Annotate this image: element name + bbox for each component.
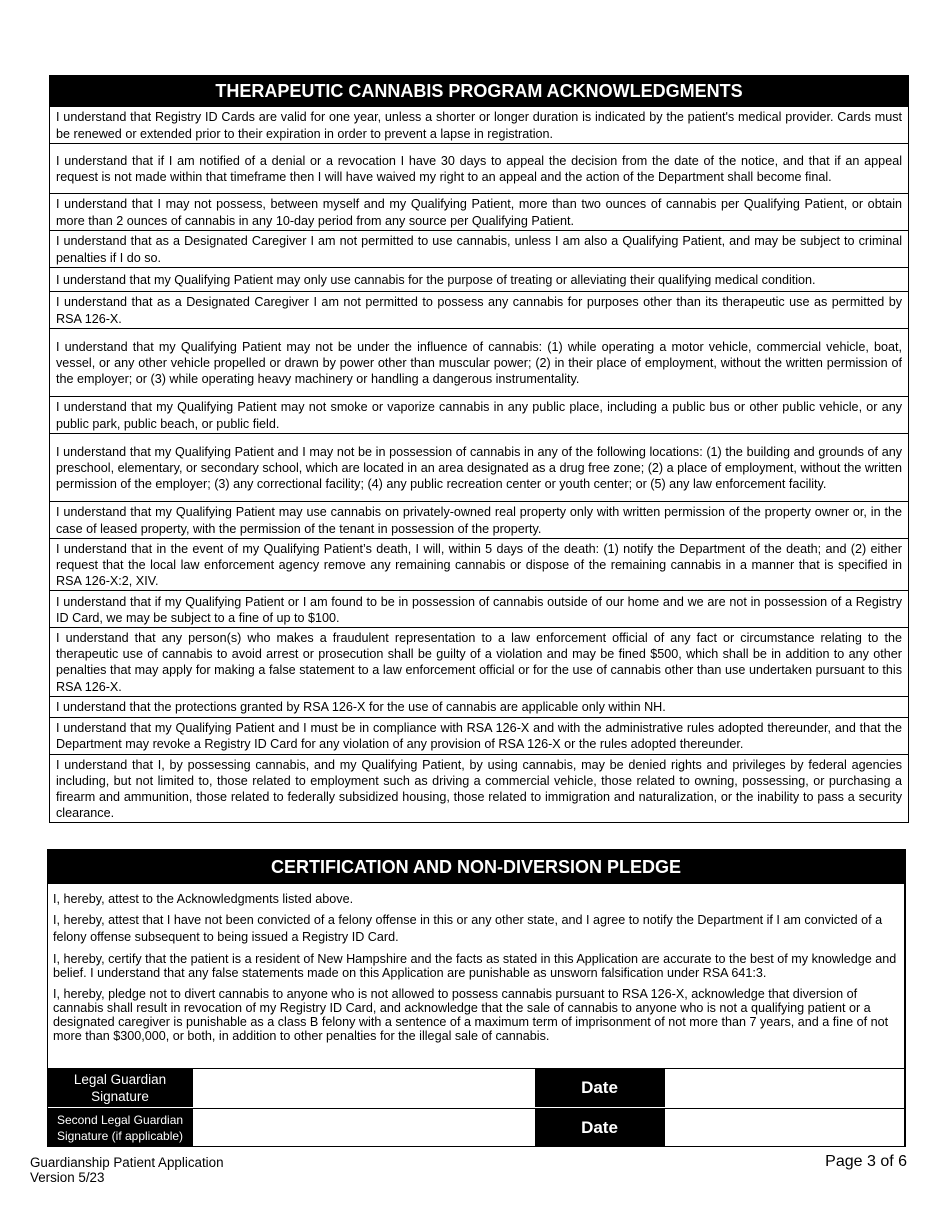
label-line: Signature [91,1089,149,1104]
acknowledgments-title: THERAPEUTIC CANNABIS PROGRAM ACKNOWLEDGMENTS [50,76,909,107]
certification-section [47,849,906,1147]
acknowledgment-item: I understand that Registry ID Cards are valid for one year, unless a shorter or longer duration is indicated by the patient's medical provider. Cards must be renewed or extended prior to their expiration in order to prevent a lapse in registration. [50,107,909,144]
second-legal-guardian-signature-label [47,1109,193,1147]
date-label: Date [535,1069,664,1107]
signature-row-legal-guardian [47,1068,906,1107]
acknowledgment-item: I understand that as a Designated Caregiver I am not permitted to use cannabis, unless I am also a Qualifying Patient, and may be subject to criminal penalties if I do so. [50,231,909,268]
acknowledgment-item: I understand that if I am notified of a denial or a revocation I have 30 days to appeal the decision from the date of the notice, and that if an appeal request is not made within that timeframe then I will have waived my right to an appeal and the action of the Department shall become final. [50,144,909,194]
certification-title: CERTIFICATION AND NON-DIVERSION PLEDGE [48,850,904,884]
acknowledgment-item: I understand that my Qualifying Patient and I may not be in possession of cannabis in any of the following locations: (1) the building and grounds of any preschool, elementary, or secondary school, which are located in an area designated as a drug free zone; (2) a place of employment, without the written permission of the employer; (3) any correctional facility; (4) any public recreation center or youth center; or (5) any law enforcement facility. [50,434,909,502]
acknowledgment-item: I understand that in the event of my Qualifying Patient’s death, I will, within 5 days of the death: (1) notify the Department of the death; and (2) either request that the local law enforcement agency remove any remaining cannabis or dispose of the remaining cannabis in a manner that is specified in RSA 126-X:2, XIV. [50,539,909,591]
acknowledgments-table [49,75,909,823]
signature-row-second-legal-guardian [47,1108,906,1147]
footer-version: Version 5/23 [30,1170,105,1185]
certification-paragraph-4: I, hereby, pledge not to divert cannabis to anyone who is not allowed to possess cannabis pursuant to RSA 126-X, acknowledge that diversion of cannabis shall result in revocation of my Registry ID Card, and acknowledge that the sale of cannabis to anyone who is not a qualifying patient or a designated caregiver is punishable as a class B felony with a sentence of a maximum term of imprisonment of not more than 7 years, and a fine of not more than $300,000, or both, in addition to other penalties for the illegal sale of cannabis. [53,986,889,1044]
certification-body [48,884,904,1043]
acknowledgment-item: I understand that I, by possessing cannabis, and my Qualifying Patient, by using cannabis, may be denied rights and privileges by federal agencies including, but not limited to, those related to employment such as driving a commercial vehicle, those related to owning, possessing, or purchasing a firearm and ammunition, those related to federally subsidized housing, those related to immigration and naturalization, or the inability to pass a security clearance. [50,754,909,822]
legal-guardian-date-field[interactable] [664,1069,906,1107]
certification-paragraph-3: I, hereby, certify that the patient is a resident of New Hampshire and the facts as stated in this Application are accurate to the best of my knowledge and belief. I understand that any false statements made on this Application are punishable as unsworn falsification under RSA 641:3. [53,952,897,981]
acknowledgment-item: I understand that any person(s) who makes a fraudulent representation to a law enforcement official of any fact or circumstance relating to the therapeutic use of cannabis to avoid arrest or prosecution shall be guilty of a violation and may be fined $500, which shall be in addition to any other penalties that may apply for making a false statement to a law enforcement official or for the use of cannabis other than use undertaken pursuant to this RSA 126-X. [50,628,909,696]
second-legal-guardian-signature-field[interactable] [193,1109,535,1147]
acknowledgment-item: I understand that my Qualifying Patient may use cannabis on privately-owned real property only with written permission of the property owner or, in the case of leased property, with the permission of the tenant in possession of the property. [50,502,909,539]
acknowledgment-item: I understand that as a Designated Caregiver I am not permitted to possess any cannabis for purposes other than its therapeutic use as permitted by RSA 126-X. [50,292,909,329]
acknowledgment-item: I understand that the protections granted by RSA 126-X for the use of cannabis are applicable only within NH. [50,696,909,717]
label-line: Signature (if applicable) [56,1129,184,1143]
page-number: Page 3 of 6 [825,1153,907,1170]
certification-paragraph-1: I, hereby, attest to the Acknowledgments listed above. [53,892,354,906]
acknowledgment-item: I understand that my Qualifying Patient and I must be in compliance with RSA 126-X and with the administrative rules adopted thereunder, and that the Department may revoke a Registry ID Card for any violation of any provision of RSA 126-X or the rules adopted thereunder. [50,717,909,754]
legal-guardian-signature-field[interactable] [193,1069,535,1107]
acknowledgment-item: I understand that if my Qualifying Patient or I am found to be in possession of cannabis outside of our home and we are not in possession of a Registry ID Card, we may be subject to a fine of up to $100. [50,591,909,628]
acknowledgment-item: I understand that I may not possess, between myself and my Qualifying Patient, more than two ounces of cannabis per Qualifying Patient, or obtain more than 2 ounces of cannabis in any 10-day period from any source per Qualifying Patient. [50,194,909,231]
acknowledgment-item: I understand that my Qualifying Patient may not be under the influence of cannabis: (1) while operating a motor vehicle, commercial vehicle, boat, vessel, or any other vehicle propelled or drawn by power other than muscular power; (2) in their place of employment, without the written permission of the employer; or (3) while operating heavy machinery or handling a dangerous instrumentality. [50,329,909,397]
date-label: Date [535,1109,664,1147]
footer-form-info [30,1155,224,1185]
acknowledgment-item: I understand that my Qualifying Patient may not smoke or vaporize cannabis in any public place, including a public bus or other public vehicle, or any public park, public beach, or public field. [50,397,909,434]
acknowledgment-item: I understand that my Qualifying Patient may only use cannabis for the purpose of treating or alleviating their qualifying medical condition. [50,268,909,292]
label-line: Legal Guardian [73,1072,167,1087]
second-legal-guardian-date-field[interactable] [664,1109,906,1147]
label-line: Second Legal Guardian [56,1113,184,1127]
footer-form-name: Guardianship Patient Application [30,1155,224,1170]
legal-guardian-signature-label [47,1069,193,1107]
certification-paragraph-2: I, hereby, attest that I have not been convicted of a felony offense in this or any other state, and I agree to notify the Department if I am convicted of a felony offense subsequent to being issued a Registry ID Card. [53,913,883,945]
